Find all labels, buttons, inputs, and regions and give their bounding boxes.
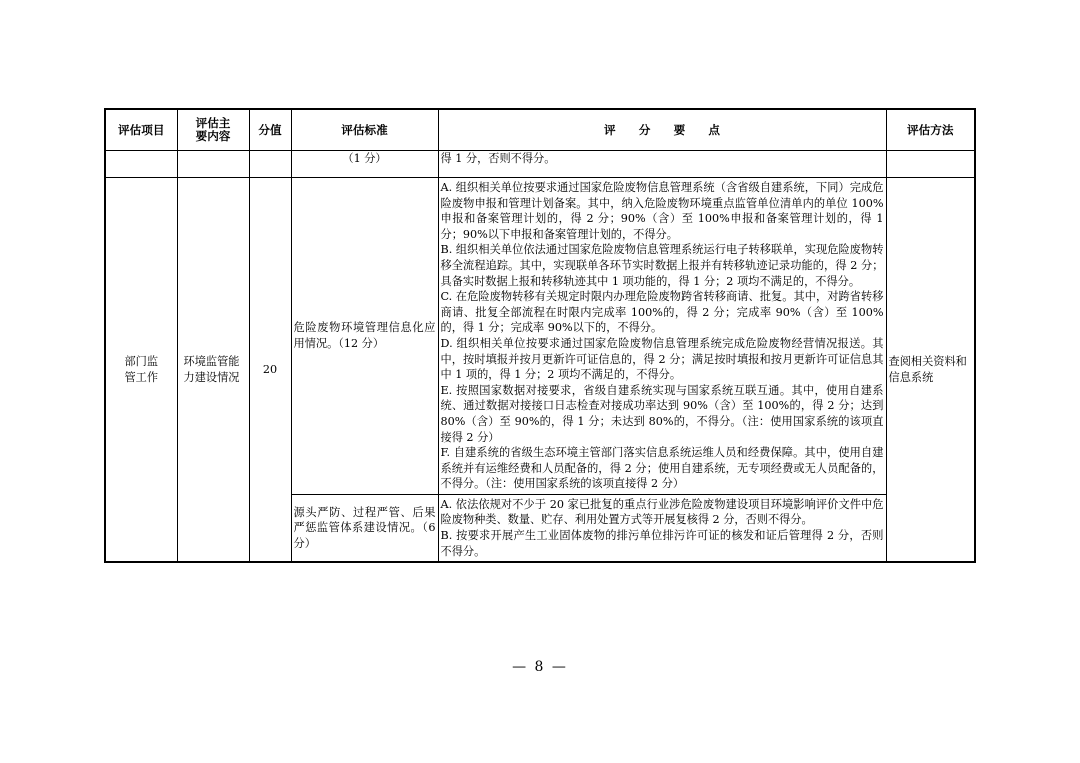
carry-item-cell	[105, 151, 177, 178]
header-score: 分值	[249, 109, 291, 151]
header-row	[105, 109, 975, 151]
carry-score-cell	[249, 151, 291, 178]
point-b: B. 组织相关单位依法通过国家危险废物信息管理系统运行电子转移联单，实现危险废物转移全流程追踪。其中，实现联单各环节实时数据上报并有转移轨迹记录功能的，得 2 分；具备实时数据上报和转移轨迹其中 1 项功能的，得 1 分；2 项均不满足的，不得分。	[440, 243, 884, 288]
row-points	[438, 178, 886, 495]
point-c: C. 在危险废物转移有关规定时限内办理危险废物跨省转移商请、批复。其中，对跨省转移商请、批复全部流程在时限内完成率 100%的，得 2 分；完成率 90%（含）至 100%的，得 1 分；完成率 90%以下的，不得分。	[440, 290, 884, 335]
point-d: D. 组织相关单位按要求通过国家危险废物信息管理系统完成危险废物经营情况报送。其中，按时填报并按月更新许可证信息的，得 2 分；满足按时填报和按月更新许可证信息其中 1 项的，得 1 分；2 项均不满足的，不得分。	[440, 336, 884, 382]
row-standard: 源头严防、过程严管、后果严惩监管体系建设情况。（6 分）	[291, 494, 438, 562]
group-score: 20	[249, 178, 291, 563]
header-content: 评估主要内容	[177, 109, 249, 151]
row-standard: 危险废物环境管理信息化应用情况。（12 分）	[291, 178, 438, 495]
carry-content-cell	[177, 151, 249, 178]
carry-points: 得 1 分，否则不得分。	[438, 151, 886, 178]
point-a: A. 依法依规对不少于 20 家已批复的重点行业涉危险废物建设项目环境影响评价文件中危险废物种类、数量、贮存、利用处置方式等开展复核得 2 分，否则不得分。	[440, 497, 884, 527]
point-e: E. 按照国家数据对接要求，省级自建系统实现与国家系统互联互通。其中，使用自建系统、通过数据对接接口日志检查对接成功率达到 90%（含）至 100%的，得 2 分；达到 80%（含）至 90%的，得 1 分；未达到 80%的，不得分。（注：使用国家系统的该项直接得 2 分）	[440, 383, 884, 444]
point-b: B. 按要求开展产生工业固体废物的排污单位排污许可证的核发和证后管理得 2 分，否则不得分。	[440, 529, 884, 558]
group-item: 部门监管工作	[105, 178, 177, 563]
row-points	[438, 494, 886, 562]
header-item: 评估项目	[105, 109, 177, 151]
header-points: 评 分 要 点	[438, 109, 886, 151]
evaluation-table	[104, 108, 976, 563]
carry-standard: （1 分）	[291, 151, 438, 178]
group-method: 查阅相关资料和信息系统	[886, 178, 975, 563]
page-number: — 8 —	[512, 659, 568, 675]
point-a: A. 组织相关单位按要求通过国家危险废物信息管理系统（含省级自建系统，下同）完成危险废物申报和管理计划备案。其中，纳入危险废物环境重点监管单位清单内的单位 100%申报和备案管理计划的，得 2 分；90%（含）至 100%申报和备案管理计划的，得 1 分；90%以下申报和备案管理计划的，不得分。	[440, 181, 884, 241]
header-standard: 评估标准	[291, 109, 438, 151]
group-content: 环境监管能力建设情况	[177, 178, 249, 563]
table-row	[105, 178, 975, 495]
carry-over-row	[105, 151, 975, 178]
header-method: 评估方法	[886, 109, 975, 151]
point-f: F. 自建系统的省级生态环境主管部门落实信息系统运维人员和经费保障。其中，使用自建系统并有运维经费和人员配备的，得 2 分；使用自建系统，无专项经费或无人员配备的，不得分。（注：使用国家系统的该项直接得 2 分）	[440, 446, 884, 491]
carry-method-cell	[886, 151, 975, 178]
